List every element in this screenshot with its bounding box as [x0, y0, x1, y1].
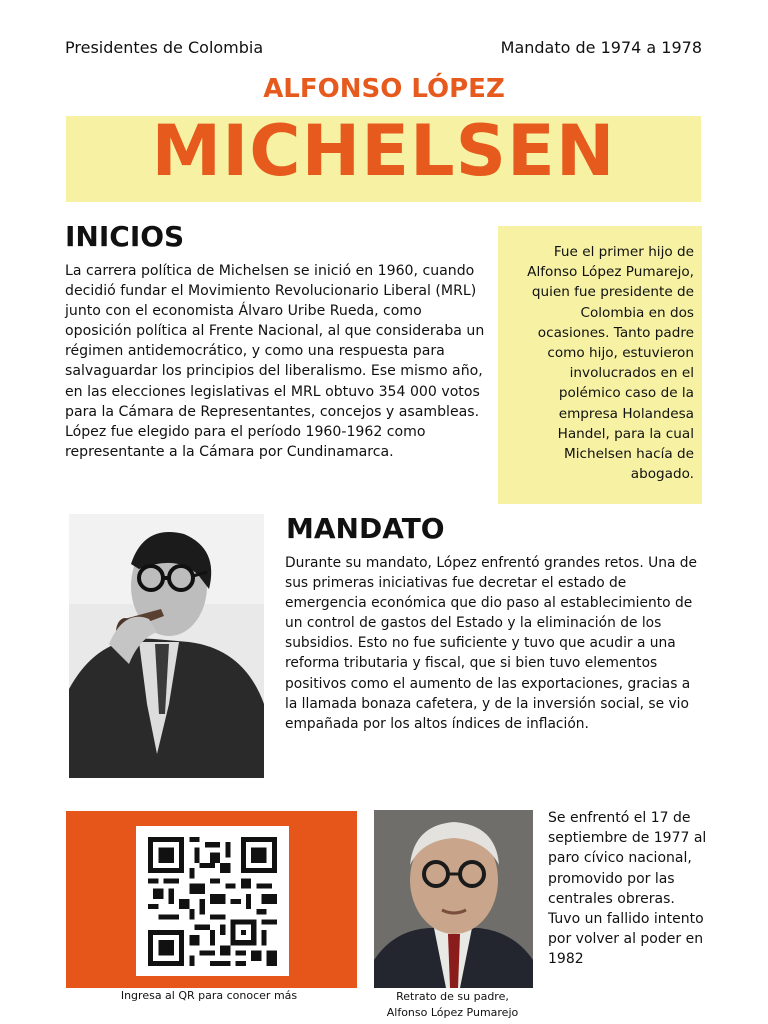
father-portrait-caption-line-1: Retrato de su padre, — [396, 990, 509, 1003]
term-dates: Mandato de 1974 a 1978 — [500, 38, 702, 57]
michelsen-photo-illustration — [69, 514, 264, 778]
section-body-inicios: La carrera política de Michelsen se inició en 1960, cuando decidió fundar el Movimiento Revolucionario Liberal (MRL) junto con el economista Álvaro Uribe Rueda, como oposición política al Frente Nacional, al que consideraba un régimen antidemocrático, y como una respuesta para salvaguardar los principios del liberalismo. Ese mismo año, en las elecciones legislativas el MRL obtuvo 354 000 votos para la Cámara de Representantes, concejos y asambleas. López fue elegido para el período 1960-1962 como representante a la Cámara por Cundinamarca. — [65, 263, 485, 460]
president-first-name: ALFONSO LÓPEZ — [263, 74, 505, 104]
sidebar-box — [498, 226, 702, 504]
father-portrait-caption-line-2: Alfonso López Pumarejo — [386, 1006, 519, 1019]
qr-caption: Ingresa al QR para conocer más — [120, 989, 298, 1002]
michelsen-photo — [69, 514, 264, 778]
series-title: Presidentes de Colombia — [65, 38, 264, 57]
qr-code[interactable] — [136, 826, 289, 976]
father-portrait-illustration — [374, 810, 533, 988]
father-portrait — [374, 810, 533, 988]
paro-civico-text: Se enfrentó el 17 de septiembre de 1977 al paro cívico nacional, promovido por las centrales obreras. Tuvo un fallido intento por volver al poder en 1982 — [548, 810, 707, 968]
section-heading-inicios: INICIOS — [65, 220, 185, 253]
sidebar-text: Fue el primer hijo de Alfonso López Pumarejo, quien fue presidente de Colombia en dos ocasiones. Tanto padre como hijo, estuvieron involucrados en el polémico caso de la empresa Holandesa Handel, para la cual Michelsen hacía de abogado. — [527, 244, 694, 483]
section-body-mandato: Durante su mandato, López enfrentó grandes retos. Una de sus primeras iniciativas fue decretar el estado de emergencia económica que dio paso al establecimiento de un control de gastos del Estado y la eliminación de los subsidios. Esto no fue suficiente y tuvo que acudir a una reforma tributaria y fiscal, que si bien tuvo elementos positivos como el aumento de las exportaciones, gracias a la llamada bonaza cafetera, y de la inversión social, se vio empañada por los altos índices de inflación. — [285, 555, 698, 732]
president-last-name: MICHELSEN — [151, 110, 616, 192]
qr-code-icon — [148, 837, 277, 966]
father-portrait-caption — [360, 989, 545, 1021]
section-heading-mandato: MANDATO — [286, 512, 445, 545]
